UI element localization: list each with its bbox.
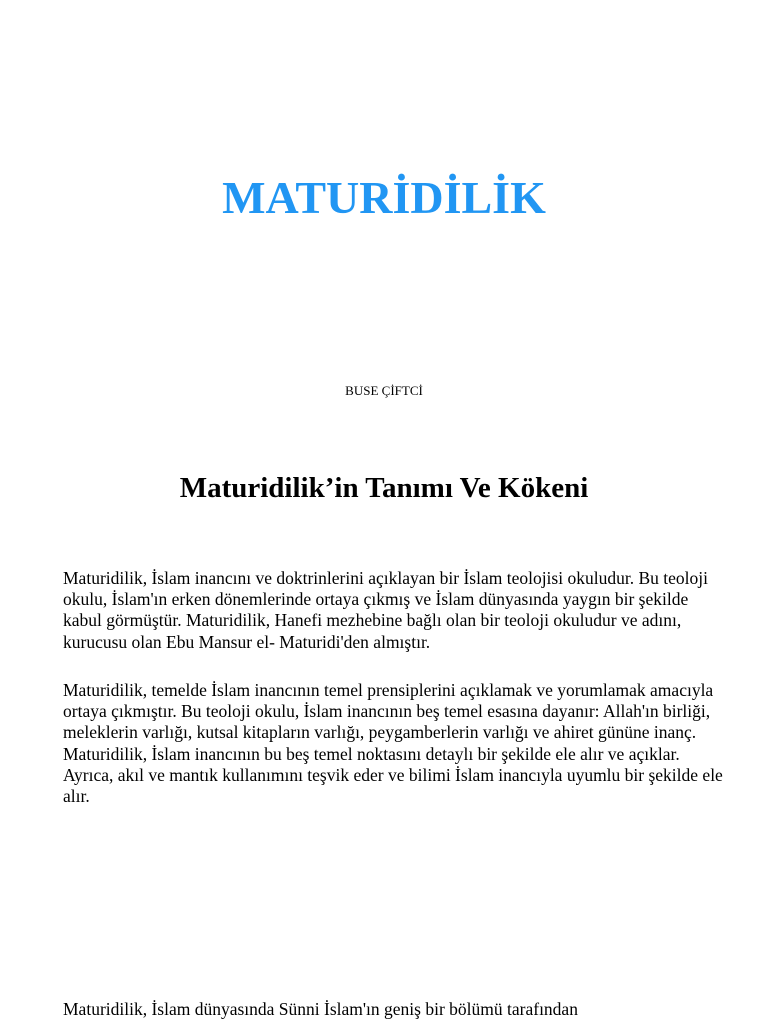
author-name: BUSE ÇİFTCİ [345, 383, 423, 398]
document-title: MATURİDİLİK [222, 172, 546, 223]
paragraph-1: Maturidilik, İslam inancını ve doktrinlerini açıklayan bir İslam teolojisi okuludur. Bu teoloji okulu, İslam'ın erken dönemlerinde ortaya çıkmış ve İslam dünyasında yaygın bir şekilde kabul görmüştür. Maturidilik, Hanefi mezhebine bağlı olan bir teoloji okuludur ve adını, kurucusu olan Ebu Mansur el- Maturidi'den almıştır. [63, 568, 708, 652]
section-heading: Maturidilik’in Tanımı Ve Kökeni [179, 472, 589, 504]
paragraph-3: Maturidilik, İslam dünyasında Sünni İslam'ın geniş bir bölümü tarafından [63, 999, 578, 1019]
paragraph-2: Maturidilik, temelde İslam inancının temel prensiplerini açıklamak ve yorumlamak amacıyla ortaya çıkmıştır. Bu teoloji okulu, İslam inancının beş temel esasına dayanır: Allah'ın birliği, meleklerin varlığı, kutsal kitapların varlığı, peygamberlerin varlığı ve ahiret gününe inanç. Maturidilik, İslam inancının bu beş temel noktasını detaylı bir şekilde ele alır ve açıklar. Ayrıca, akıl ve mantık kullanımını teşvik eder ve bilimi İslam inancıyla uyumlu bir şekilde ele alır. [63, 680, 723, 807]
